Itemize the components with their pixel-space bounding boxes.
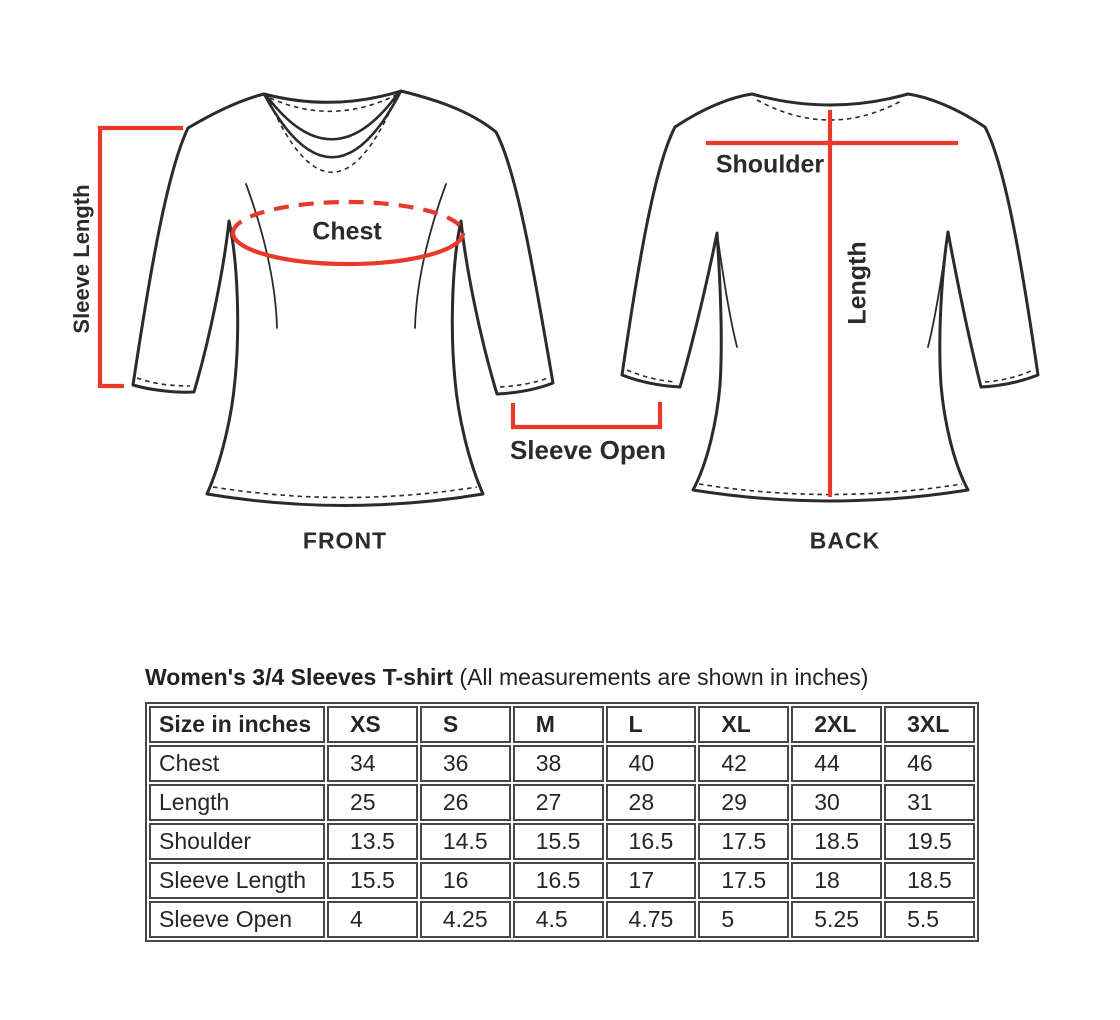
length-label: Length [843, 241, 872, 325]
header-cell-m: M [513, 706, 604, 743]
sleeve-length-label: Sleeve Length [69, 184, 94, 334]
size-chart-title-bold: Women's 3/4 Sleeves T-shirt [145, 664, 454, 690]
value-cell: 34 [327, 745, 418, 782]
header-cell-xs: XS [327, 706, 418, 743]
value-cell: 18 [791, 862, 882, 899]
value-cell: 40 [606, 745, 697, 782]
value-cell: 27 [513, 784, 604, 821]
value-cell: 18.5 [791, 823, 882, 860]
value-cell: 19.5 [884, 823, 975, 860]
value-cell: 17 [606, 862, 697, 899]
value-cell: 25 [327, 784, 418, 821]
header-cell-3xl: 3XL [884, 706, 975, 743]
value-cell: 46 [884, 745, 975, 782]
size-table-row [149, 784, 975, 821]
value-cell: 4.75 [606, 901, 697, 938]
header-cell-xl: XL [698, 706, 789, 743]
header-cell-2xl: 2XL [791, 706, 882, 743]
value-cell: 5.25 [791, 901, 882, 938]
row-label-cell: Sleeve Length [149, 862, 325, 899]
value-cell: 16 [420, 862, 511, 899]
front-shirt-outline [133, 91, 553, 506]
value-cell: 28 [606, 784, 697, 821]
header-cell-l: L [606, 706, 697, 743]
size-table [145, 702, 979, 942]
size-table-header-row [149, 706, 975, 743]
value-cell: 17.5 [698, 823, 789, 860]
value-cell: 5.5 [884, 901, 975, 938]
value-cell: 13.5 [327, 823, 418, 860]
value-cell: 30 [791, 784, 882, 821]
value-cell: 4.5 [513, 901, 604, 938]
size-chart-title [145, 663, 868, 691]
front-caption: FRONT [302, 527, 388, 554]
row-label-cell: Shoulder [149, 823, 325, 860]
value-cell: 38 [513, 745, 604, 782]
row-label-cell: Length [149, 784, 325, 821]
row-label-cell: Chest [149, 745, 325, 782]
value-cell: 16.5 [513, 862, 604, 899]
value-cell: 31 [884, 784, 975, 821]
size-table-body [149, 745, 975, 938]
value-cell: 15.5 [513, 823, 604, 860]
value-cell: 4.25 [420, 901, 511, 938]
value-cell: 42 [698, 745, 789, 782]
value-cell: 26 [420, 784, 511, 821]
sleeve-open-label: Sleeve Open [509, 435, 667, 465]
size-table-row [149, 745, 975, 782]
value-cell: 5 [698, 901, 789, 938]
sleeve-open-bracket [513, 402, 660, 427]
size-chart-title-note: (All measurements are shown in inches) [453, 664, 869, 690]
shoulder-label: Shoulder [715, 150, 825, 179]
header-cell-s: S [420, 706, 511, 743]
value-cell: 14.5 [420, 823, 511, 860]
chest-label: Chest [312, 217, 382, 246]
size-table-row [149, 823, 975, 860]
row-label-cell: Sleeve Open [149, 901, 325, 938]
size-table-header [149, 706, 975, 743]
back-caption: BACK [809, 527, 881, 554]
value-cell: 16.5 [606, 823, 697, 860]
value-cell: 36 [420, 745, 511, 782]
value-cell: 15.5 [327, 862, 418, 899]
value-cell: 4 [327, 901, 418, 938]
value-cell: 29 [698, 784, 789, 821]
value-cell: 18.5 [884, 862, 975, 899]
size-table-row [149, 901, 975, 938]
value-cell: 17.5 [698, 862, 789, 899]
value-cell: 44 [791, 745, 882, 782]
size-table-row [149, 862, 975, 899]
front-shirt-drawing [133, 91, 553, 506]
header-cell-size-in-inches: Size in inches [149, 706, 325, 743]
